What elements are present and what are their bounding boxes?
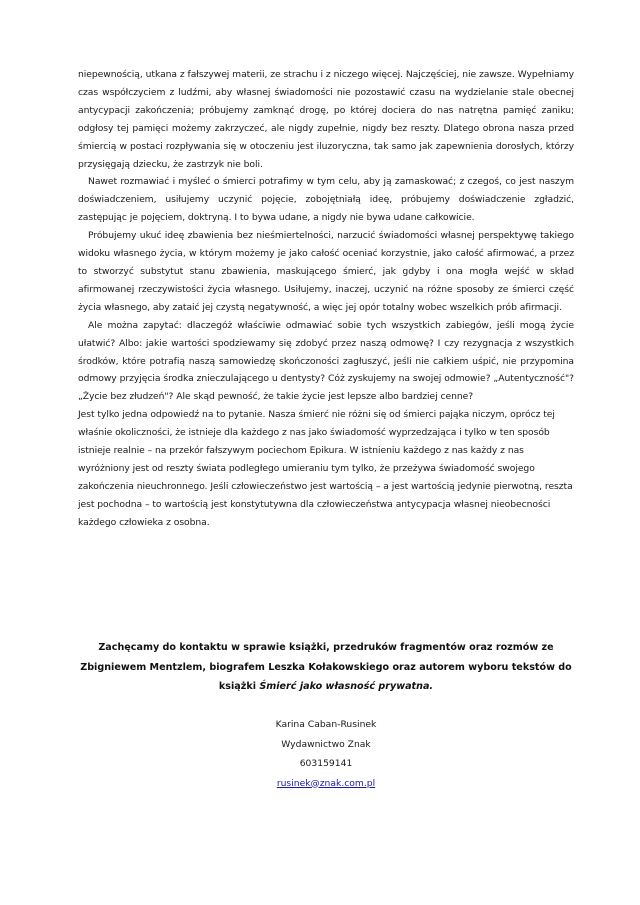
contact-publisher: Wydawnictwo Znak — [281, 738, 371, 750]
contact-name: Karina Caban-Rusinek — [275, 719, 377, 730]
body-text — [78, 66, 574, 532]
contact-phone: 603159141 — [299, 758, 353, 769]
contact-email-link[interactable]: rusinek@znak.com.pl — [276, 777, 376, 789]
book-title: Śmierć jako własność prywatna. — [259, 681, 434, 692]
paragraph-3: Próbujemy ukuć ideę zbawienia bez nieśmiertelności, narzucić świadomości własnej perspektywę takiego widoku własnego życia, w którym możemy je jako całość oceniać korzystnie, jako całość afirmować, a przez to stworzyć substytut stanu zbawienia, maskującego śmierć, jak gdyby i ona mogła wejść w skład afirmowanej rzeczywistości życia własnego. Usiłujemy, inaczej, uczynić na różne sposoby ze śmierci część życia własnego, aby zataić jej czystą negatywność, a więc jej opór totalny wobec wszelkich prób afirmacji. — [78, 230, 574, 313]
invitation-text: Zachęcamy do kontaktu w sprawie książki, przedruków fragmentów oraz rozmów ze Zbigniewem Mentzlem, biografem Leszka Kołakowskiego oraz autorem wyboru tekstów do książki — [80, 642, 572, 692]
paragraph-1: niepewnością, utkana z fałszywej materii, ze strachu i z niczego więcej. Najczęściej, nie zawsze. Wypełniamy czas współczyciem z ludźmi, aby własnej świadomości nie pozostawić czasu na wydzielanie stale obecnej antycypacji zakończenia; próbujemy zamknąć drogę, po której dociera do nas natrętna pamięć zaniku; odgłosy tej pamięci możemy zakrzyczeć, ale nigdy zupełnie, nigdy bez reszty. Dlatego obrona nasza przed śmiercią w postaci rozpływania się w otoczeniu jest iluzoryczna, tak samo jak zapewnienia dorosłych, którzy przysięgają dziecku, że zastrzyk nie boli. — [78, 69, 574, 170]
paragraph-2: Nawet rozmawiać i myśleć o śmierci potrafimy w tym celu, aby ją zamaskować; z czegoś, co jest naszym doświadczeniem, usiłujemy uczynić pojęcie, zobojętniałą ideę, próbujemy doświadczenie zgładzić, zastępując je pojęciem, doktryną. I to bywa udane, a nigdy nie bywa udane całkowicie. — [78, 176, 574, 224]
contact-block — [70, 715, 582, 793]
paragraph-5: Jest tylko jedna odpowiedź na to pytanie. Nasza śmierć nie różni się od śmierci pająka niczym, oprócz tej właśnie okoliczności, że istnieje dla każdego z nas jako świadomość wyprzedzająca i tylko w ten sposób istnieje realnie – na przekór fałszywym pociechom Epikura. W istnieniu każdego z nas każdy z nas wyróżniony jest od reszty świata podległego umieraniu tym tylko, że przeżywa świadomość swojego zakończenia nieuchronnego. Jeśli człowieczeństwo jest wartością – a jest wartością jedynie pierwotną, reszta jest pochodna – to wartością jest konstytutywna dla człowieczeństwa antycypacja własnej nieobecności każdego człowieka z osobna. — [78, 409, 573, 528]
paragraph-4: Ale można zapytać: dlaczegóż właściwie odmawiać sobie tych wszystkich zabiegów, jeśli mogą życie ułatwić? Albo: jakie wartości spodziewamy się zdobyć przez naszą odmowę? I czy rezygnacja z wszystkich środków, które potrafią naszą samowiedzę skończoności zagłuszyć, jeśli nie całkiem uśpić, nie przypomina odmowy przyjęcia środka znieczulającego u dentysty? Cóż zyskujemy na swojej odmowie? „Autentyczność"? „Życie bez złudzeń"? Ale skąd pewność, że takie życie jest lepsze albo bardziej cenne? — [78, 319, 574, 403]
contact-invitation — [70, 638, 582, 697]
